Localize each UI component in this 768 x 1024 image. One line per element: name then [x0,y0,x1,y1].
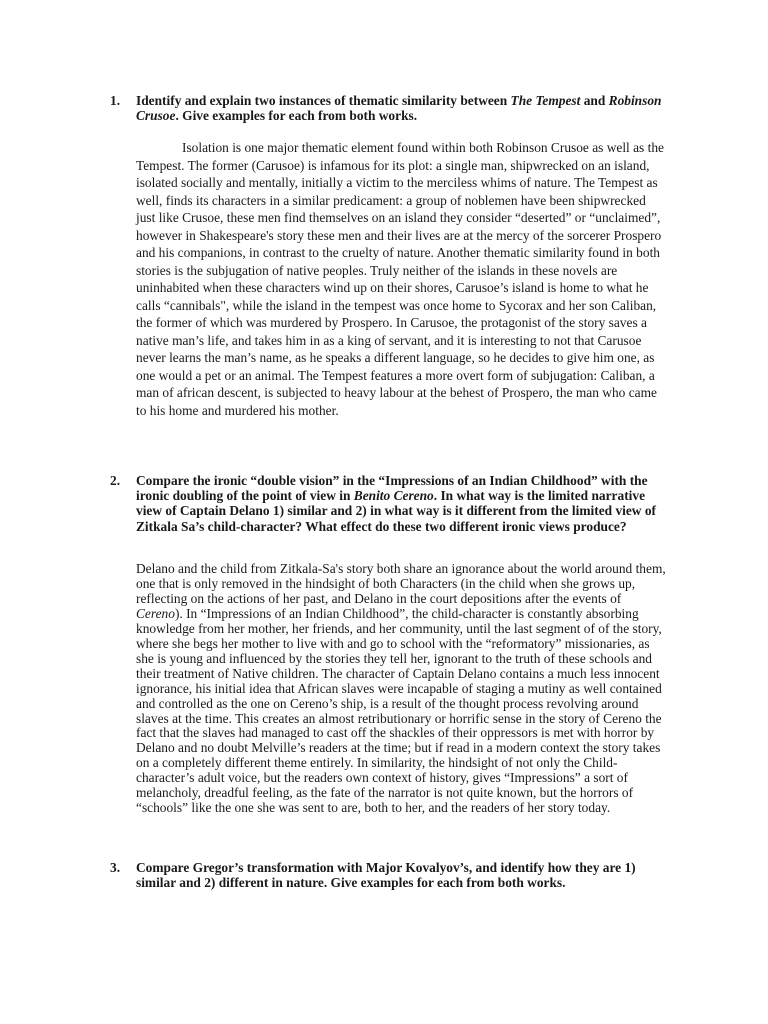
question-number: 1. [110,93,121,108]
question-text-part: Identify and explain two instances of thematic similarity between [136,93,511,108]
answer-text-part: Delano and the child from Zitkala-Sa's story both share an ignorance about the world around them, one that is only removed in the hindsight of both Characters (in the child when she grows up, reflecting on the actions of her past, and Delano in the court depositions after the events of [136,561,666,606]
question-text-part: . In what way is the limited narrative view of Captain Delano 1) similar and 2) in what way is it different from the limited view of Zitkala Sa’s child-character? What effect do these two different ironic views produce? [136,488,656,534]
question-text: Compare Gregor’s transformation with Major Kovalyov’s, and identify how they are 1) similar and 2) different in nature. Give examples for each from both works. [136,860,636,891]
question-number: 3. [110,860,121,875]
answer-2-paragraph [136,562,666,816]
answer-1-paragraph: Isolation is one major thematic element found within both Robinson Crusoe as well as the Tempest. The former (Carusoe) is infamous for its plot: a single man, shipwrecked on an island, isolated socially and mentally, initially a victim to the merciless whims of nature. The Tempest as well, finds its characters in a similar predicament: a group of noblemen have been shipwrecked just like Crusoe, these men find themselves on an island they consider “deserted” or “unclaimed”, however in Shakespeare's story these men and their lives are at the mercy of the sorcerer Prospero and his companions, in contrast to the cruelty of nature. Another thematic similarity found in both stories is the subjugation of native peoples. Truly neither of the islands in these novels are uninhabited when these characters wind up on their shores, Carusoe’s island is home to what he calls “cannibals", while the island in the tempest was once home to Sycorax and her son Caliban, the former of which was murdered by Prospero. In Carusoe, the protagonist of the story saves a native man’s life, and takes him in as a king of servant, and it is interesting to not that Carusoe never learns the man’s name, as he speaks a different language, so he decides to give him one, as one would a pet or an animal. The Tempest features a more overt form of subjugation: Caliban, a man of african descent, is subjected to heavy labour at the behest of Prospero, the man who came to his home and murdered his mother. [136,140,664,418]
work-title: The Tempest [510,93,581,108]
work-title: Cereno [136,605,175,621]
question-number: 2. [110,473,121,488]
work-title: Robinson Crusoe [136,93,662,124]
question-text-part: . Give examples for each from both works. [175,108,418,124]
question-2 [110,473,670,534]
question-text-part: and [580,93,609,108]
question-text [136,473,670,534]
question-text [136,93,670,123]
question-text-part: Compare the ironic “double vision” in the “Impressions of an Indian Childhood” with the ironic doubling of the point of view in [136,473,648,504]
question-1 [110,93,670,123]
question-3 [110,860,670,890]
answer-text-part: ). In “Impressions of an Indian Childhood”, the child-character is constantly absorbing knowledge from her mother, her friends, and her community, until the last segment of of the story, where she begs her mother to live with and go to school with the “reformatory” missionaries, as she is young and influenced by the stories they tell her, ignorant to the truth of these schools and their treatment of Native children. The character of Captain Delano contains a much less innocent ignorance, his initial idea that African slaves were incapable of staging a mutiny as well contained and controlled as the one on Cereno’s ship, is a result of the thought process revolving around slaves at the time. This creates an almost retributionary or horrific sense in the story of Cereno the fact that the slaves had managed to cast off the shackles of their oppressors is met with horror by Delano and no doubt Melville’s readers at the time; but if read in a modern context the story takes on a completely different theme entirely. In similarity, the hindsight of not only the Child-character’s adult voice, but the readers own context of history, gives “Impressions” a sort of melancholy, dreadful feeling, as the fate of the narrator is not quite known, but the horrors of “schools” like the one she was sent to are, both to her, and the readers of her story today. [136,605,662,816]
work-title: Benito Cereno [353,488,434,504]
